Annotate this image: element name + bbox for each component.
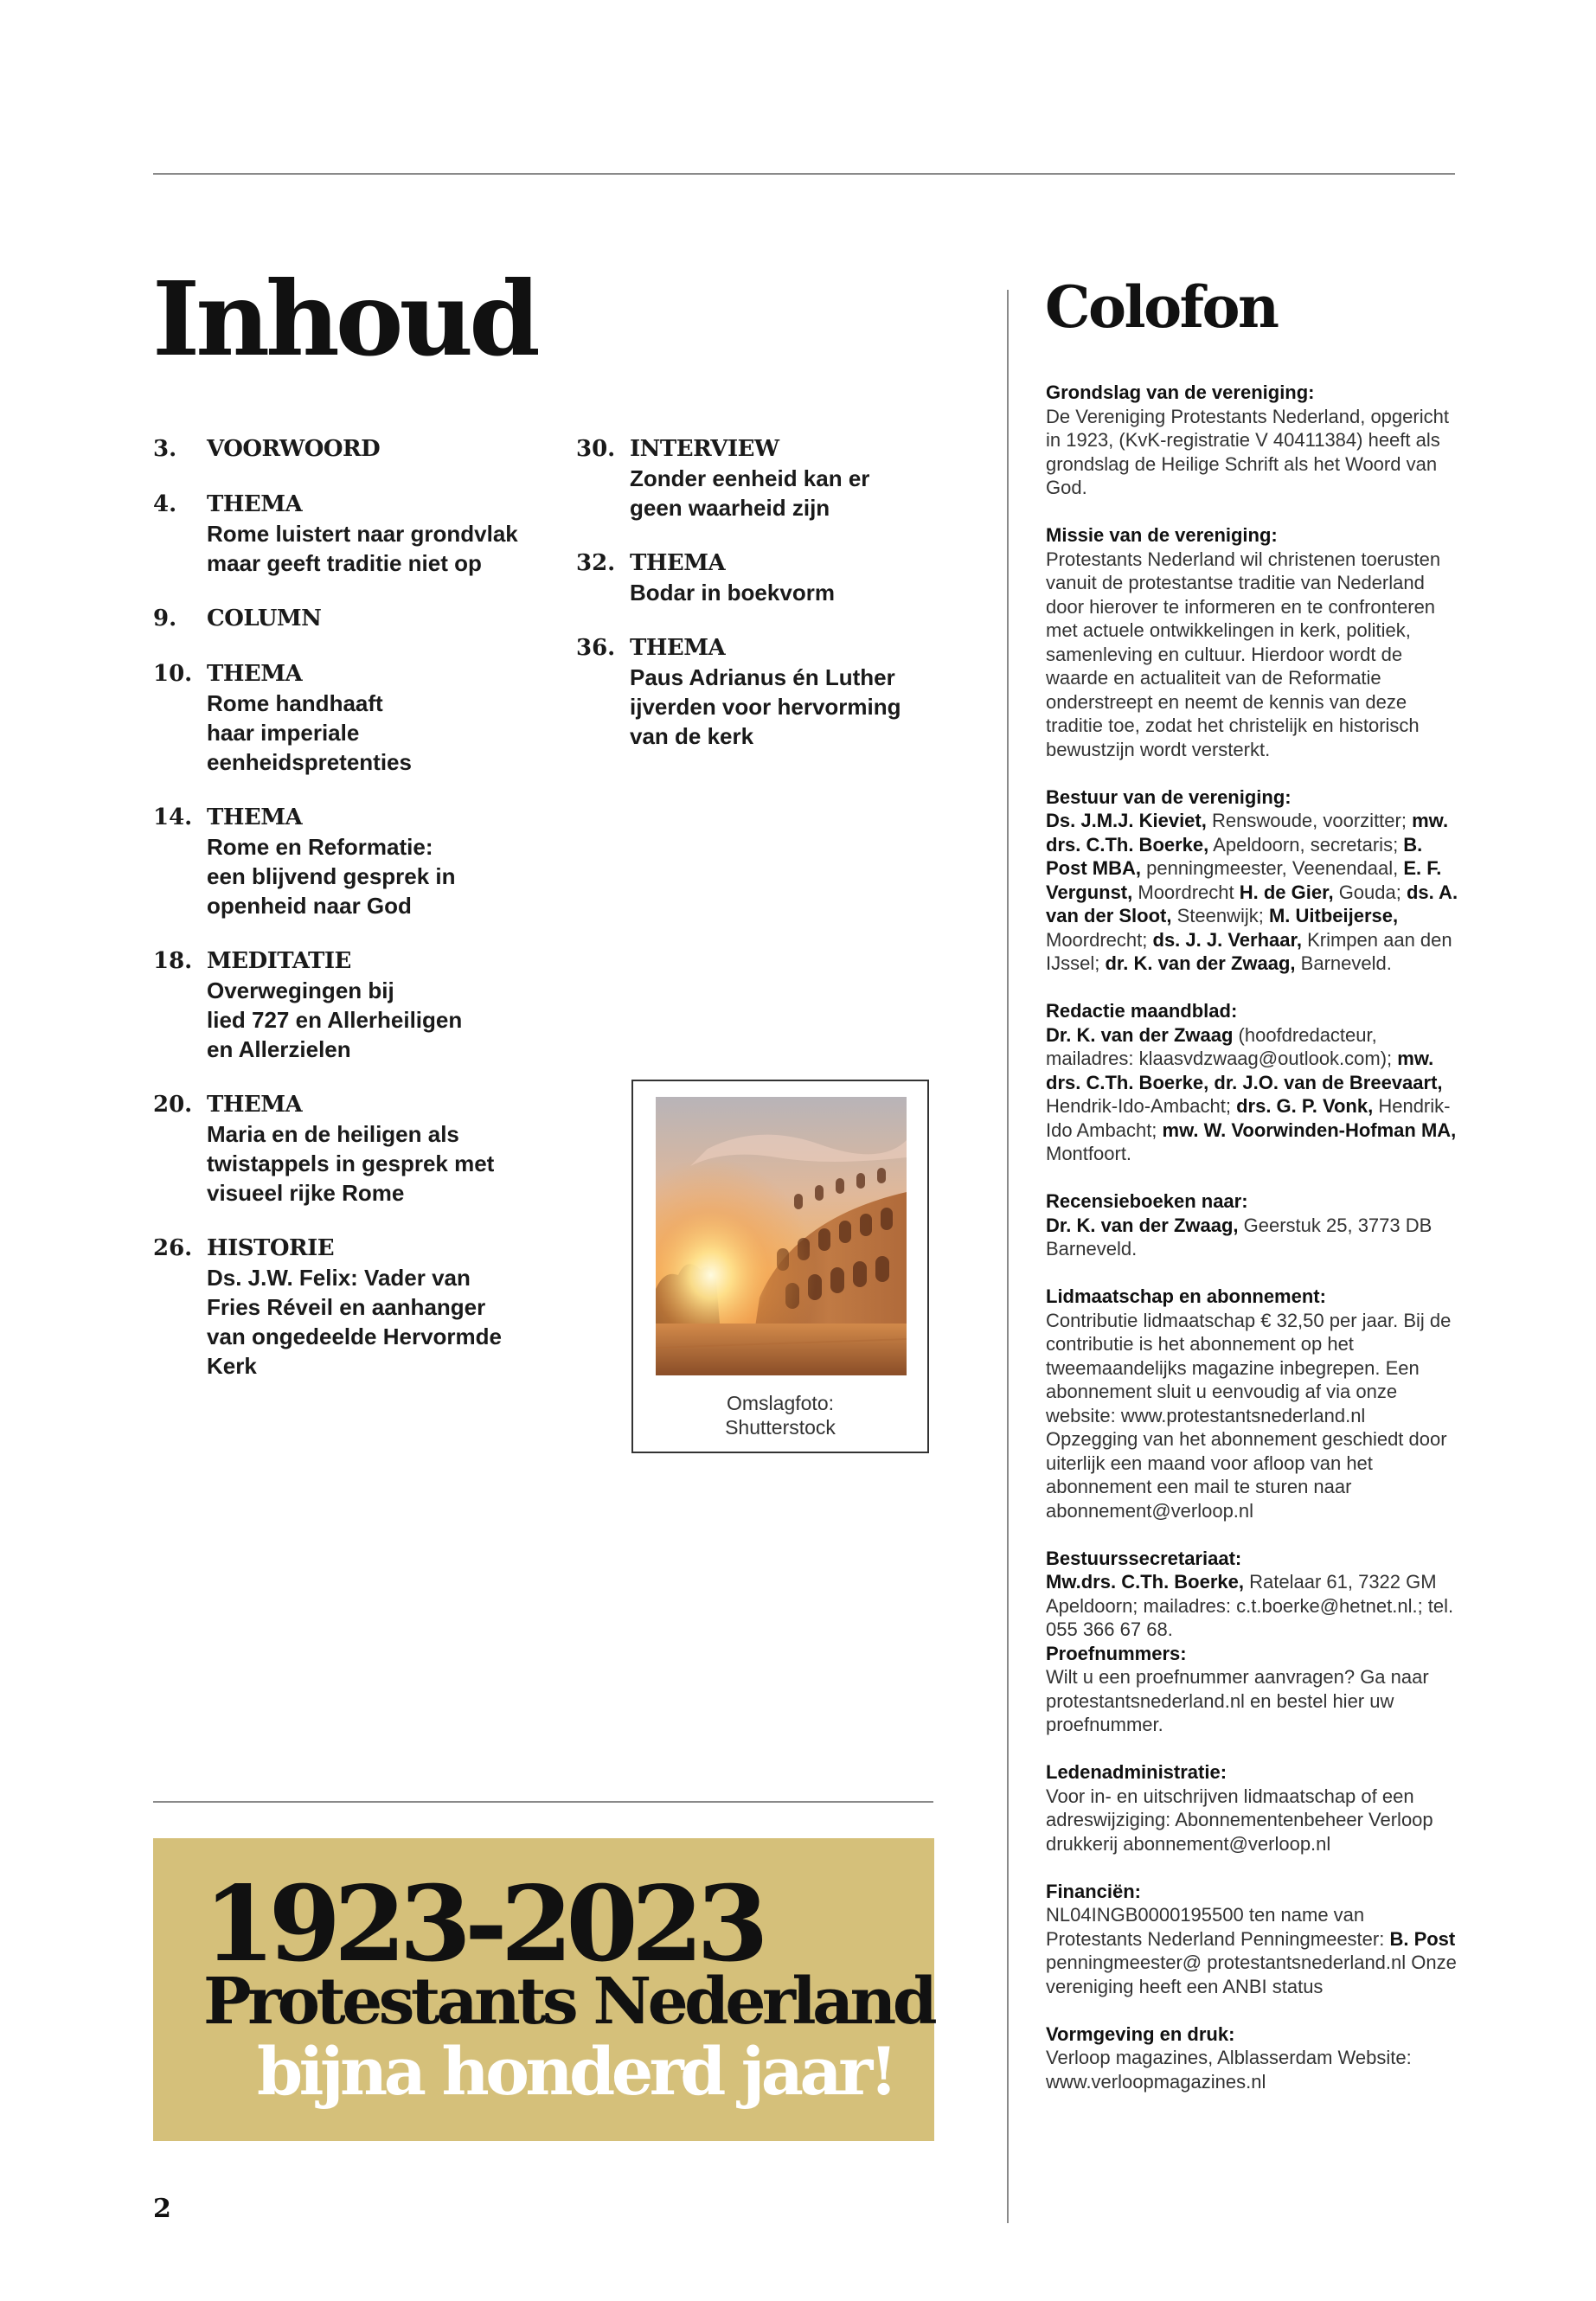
toc-title-line: Fries Réveil en aanhanger: [207, 1294, 486, 1320]
toc-title-line: geen waarheid zijn: [630, 495, 830, 521]
toc-entry: [153, 1234, 560, 1381]
toc-title-line: maar geeft traditie niet op: [207, 550, 482, 576]
page-number: 2: [153, 2194, 171, 2224]
financien-text1: NL04INGB0000195500 ten name van Protestants Nederland Penningmeester:: [1046, 1904, 1390, 1950]
toc-page-number: 36.: [576, 635, 616, 661]
toc-title-line: eenheidspretenties: [207, 749, 412, 775]
toc-page-number: 9.: [153, 606, 177, 631]
toc-title-line: haar imperiale: [207, 720, 360, 746]
recensie-name: Dr. K. van der Zwaag,: [1046, 1214, 1239, 1236]
bestuur-name: B. Post MBA,: [1046, 833, 1423, 879]
toc-entry: [153, 490, 560, 578]
toc-entry: [153, 434, 560, 464]
toc-title-line: twistappels in gesprek met: [207, 1150, 495, 1176]
colosseum-image: [656, 1097, 907, 1375]
colofon-heading: Proefnummers:: [1046, 1642, 1187, 1664]
financien-name: B. Post: [1389, 1927, 1456, 1950]
bestuur-detail: Apeldoorn, secretaris;: [1208, 833, 1404, 856]
toc-title-line: Maria en de heiligen als: [207, 1121, 459, 1147]
colofon-secretariaat: [1046, 1547, 1461, 1642]
toc-title-line: visueel rijke Rome: [207, 1180, 405, 1206]
redactie-detail: Montfoort.: [1046, 1143, 1132, 1164]
redactie-detail: (hoofdredacteur, mailadres: klaasvdzwaag@outlook.com);: [1046, 1023, 1398, 1069]
colofon-bestuur: [1046, 785, 1461, 976]
colofon-heading: Vormgeving en druk:: [1046, 2022, 1235, 2045]
secretariaat-name: Mw.drs. C.Th. Boerke,: [1046, 1571, 1245, 1593]
toc-title-line: ijverden voor hervorming: [630, 694, 901, 720]
colofon-heading: Grondslag van de vereniging:: [1046, 381, 1315, 403]
secretariaat-detail: Ratelaar 61, 7322 GM Apeldoorn; mailadres: c.t.boerke@hetnet.nl.; tel. 055 366 67 68.: [1046, 1571, 1454, 1640]
bottom-rule: [153, 1801, 933, 1803]
top-rule: [153, 173, 1455, 175]
bestuur-name: E. F. Vergunst,: [1046, 857, 1442, 903]
toc-category: VOORWOORD: [207, 436, 381, 462]
toc-entry-body: [630, 548, 957, 607]
toc-page-number: 18.: [153, 948, 193, 974]
column-divider: [1007, 290, 1009, 2223]
colofon-heading: Ledenadministratie:: [1046, 1761, 1227, 1783]
toc-title-line: een blijvend gesprek in: [207, 863, 456, 889]
colofon-body: [1046, 381, 1461, 2118]
bestuur-detail: Gouda;: [1333, 881, 1407, 903]
bestuur-detail: Steenwijk;: [1171, 905, 1269, 926]
toc-entry-body: [207, 1234, 560, 1381]
bestuur-name: Ds. J.M.J. Kieviet,: [1046, 810, 1207, 831]
recensie-detail: Geerstuk 25, 3773 DB Barneveld.: [1046, 1214, 1433, 1259]
bestuur-name: M. Uitbeijerse,: [1268, 905, 1399, 926]
redactie-name: drs. G. P. Vonk,: [1236, 1095, 1374, 1117]
colofon-lidmaatschap: [1046, 1285, 1461, 1522]
toc-entry: [153, 604, 560, 633]
toc-entry: [153, 1090, 560, 1208]
toc-entry-body: [207, 946, 560, 1064]
toc-category: COLUMN: [207, 606, 322, 631]
toc-title-line: Zonder eenheid kan er: [630, 465, 870, 491]
toc-title-line: openheid naar God: [207, 893, 412, 919]
redactie-detail: Hendrik-Ido-Ambacht;: [1046, 1095, 1237, 1117]
colofon-text: Verloop magazines, Alblasserdam Website: www.verloopmagazines.nl: [1046, 2047, 1412, 2093]
toc-title-line: Kerk: [207, 1353, 257, 1379]
toc-entry-body: [207, 490, 560, 578]
toc-title-line: Ds. J.W. Felix: Vader van: [207, 1265, 471, 1291]
colofon-redactie: [1046, 999, 1461, 1166]
toc-category: HISTORIE: [207, 1235, 335, 1261]
toc-title-line: van ongedeelde Hervormde: [207, 1324, 502, 1349]
bestuur-detail: penningmeester, Veenendaal,: [1141, 857, 1404, 879]
toc-title-line: Bodar in boekvorm: [630, 580, 835, 606]
cover-caption-line2: Shutterstock: [725, 1416, 836, 1439]
toc-category: THEMA: [630, 550, 726, 576]
bestuur-name: ds. A. van der Sloot,: [1046, 881, 1458, 926]
toc-category: INTERVIEW: [630, 436, 779, 462]
toc-right-column: [576, 434, 957, 777]
toc-entry-body: [207, 434, 560, 464]
toc-page-number: 30.: [576, 436, 616, 462]
colofon-text: Wilt u een proefnummer aanvragen? Ga naar protestantsnederland.nl en bestel hier uw proefnummer.: [1046, 1666, 1429, 1735]
bestuur-detail: Renswoude, voorzitter;: [1206, 810, 1413, 831]
banner-tagline: bijna honderd jaar!: [257, 2033, 894, 2110]
colofon-heading: Bestuur van de vereniging:: [1046, 785, 1292, 808]
toc-title-line: Overwegingen bij: [207, 977, 394, 1003]
toc-category: THEMA: [630, 635, 726, 661]
toc-category: THEMA: [207, 661, 303, 687]
bestuur-detail: Moordrecht: [1132, 881, 1240, 903]
toc-entry: [153, 803, 560, 920]
toc-title-line: Paus Adrianus én Luther: [630, 664, 895, 690]
colofon-text: Protestants Nederland wil christenen toerusten vanuit de protestantse traditie van Nederland door hierover te informeren en te confronteren met actuele ontwikkelingen in kerk, politiek, samenleving en cultuur. Hierdoor wordt de waarde en actualiteit van de Reformatie onderstreept en neemt de kennis van deze traditie toe, zodat het christelijk en historisch bewustzijn wordt versterkt.: [1046, 548, 1441, 760]
toc-entry-body: [207, 604, 560, 633]
toc-page-number: 26.: [153, 1235, 193, 1261]
colofon-recensie: [1046, 1189, 1461, 1261]
toc-category: MEDITATIE: [207, 948, 351, 974]
toc-page-number: 3.: [153, 436, 177, 462]
toc-title-line: Rome handhaaft: [207, 690, 383, 716]
colofon-heading: Missie van de vereniging:: [1046, 524, 1278, 546]
bestuur-detail: Moordrecht;: [1046, 928, 1153, 951]
bestuur-name: dr. K. van der Zwaag,: [1105, 952, 1296, 974]
colofon-proefnummers: [1046, 1642, 1461, 1737]
cover-caption: [633, 1391, 927, 1439]
toc-entry-body: [630, 633, 957, 751]
cover-photo-frame: [631, 1080, 929, 1453]
toc-page-number: 10.: [153, 661, 193, 687]
colofon-financien: [1046, 1880, 1461, 1999]
redactie-name: mw. drs. C.Th. Boerke, dr. J.O. van de Breevaart,: [1046, 1048, 1443, 1093]
banner-name: Protestants Nederland: [203, 1965, 934, 2039]
inhoud-title: Inhoud: [152, 259, 536, 379]
colofon-missie: [1046, 523, 1461, 761]
toc-title-line: en Allerzielen: [207, 1036, 351, 1062]
toc-page-number: 32.: [576, 550, 616, 576]
bestuur-list: [1046, 809, 1461, 976]
toc-title-line: Rome luistert naar grondvlak: [207, 521, 518, 547]
colofon-heading: Lidmaatschap en abonnement:: [1046, 1285, 1326, 1307]
toc-title-line: van de kerk: [630, 723, 754, 749]
redactie-detail: Hendrik-Ido Ambacht;: [1046, 1095, 1451, 1141]
redactie-name: mw. W. Voorwinden-Hofman MA,: [1162, 1118, 1457, 1141]
colofon-heading: Financiën:: [1046, 1880, 1142, 1902]
bestuur-detail: Barneveld.: [1295, 952, 1392, 974]
toc-entry: [576, 633, 957, 751]
banner-years: 1923-2023: [203, 1863, 762, 1985]
toc-category: THEMA: [207, 804, 303, 830]
toc-entry-body: [630, 434, 957, 522]
toc-entry: [576, 434, 957, 522]
toc-page-number: 20.: [153, 1092, 193, 1118]
toc-category: THEMA: [207, 1092, 303, 1118]
colofon-title: Colofon: [1045, 273, 1278, 341]
toc-entry-body: [207, 659, 560, 777]
toc-entry-body: [207, 803, 560, 920]
redactie-list: [1046, 1023, 1461, 1166]
colofon-grondslag: [1046, 381, 1461, 500]
bestuur-name: mw. drs. C.Th. Boerke,: [1046, 810, 1449, 856]
colofon-heading: Bestuurssecretariaat:: [1046, 1547, 1242, 1569]
toc-left-column: [153, 434, 560, 1407]
toc-category: THEMA: [207, 491, 303, 517]
colofon-text: Voor in- en uitschrijven lidmaatschap of een adreswijziging: Abonnementenbeheer Verloop drukkerij abonnement@verloop.nl: [1046, 1785, 1433, 1855]
toc-page-number: 14.: [153, 804, 193, 830]
colofon-text: De Vereniging Protestants Nederland, opgericht in 1923, (KvK-registratie V 40411384) heeft als grondslag de Heilige Schrift als het Woord van God.: [1046, 405, 1449, 498]
financien-text2: penningmeester@ protestantsnederland.nl Onze vereniging heeft een ANBI status: [1046, 1952, 1457, 1997]
bestuur-detail: Krimpen aan den IJssel;: [1046, 928, 1452, 974]
toc-entry: [576, 548, 957, 607]
toc-page-number: 4.: [153, 491, 177, 517]
bestuur-name: H. de Gier,: [1239, 881, 1334, 903]
bestuur-name: ds. J. J. Verhaar,: [1152, 928, 1302, 951]
anniversary-banner: [153, 1838, 934, 2141]
colofon-heading: Redactie maandblad:: [1046, 1000, 1238, 1022]
toc-entry: [153, 946, 560, 1064]
colofon-vormgeving: [1046, 2022, 1461, 2094]
colofon-heading: Recensieboeken naar:: [1046, 1190, 1248, 1212]
colofon-text: Contributie lidmaatschap € 32,50 per jaar. Bij de contributie is het abonnement op het tweemaandelijks magazine inbegrepen. Een abonnement sluit u eenvoudig af via onze website: www.protestantsnederland.nl Opzegging van het abonnement geschiedt door uiterlijk een maand voor afloop van het abonnement een mail te sturen naar abonnement@verloop.nl: [1046, 1309, 1452, 1522]
colofon-ledenadministratie: [1046, 1760, 1461, 1856]
toc-title-line: lied 727 en Allerheiligen: [207, 1007, 463, 1033]
redactie-name: Dr. K. van der Zwaag: [1046, 1023, 1234, 1046]
cover-caption-line1: Omslagfoto:: [727, 1392, 834, 1414]
toc-entry-body: [207, 1090, 560, 1208]
toc-entry: [153, 659, 560, 777]
toc-title-line: Rome en Reformatie:: [207, 834, 433, 860]
